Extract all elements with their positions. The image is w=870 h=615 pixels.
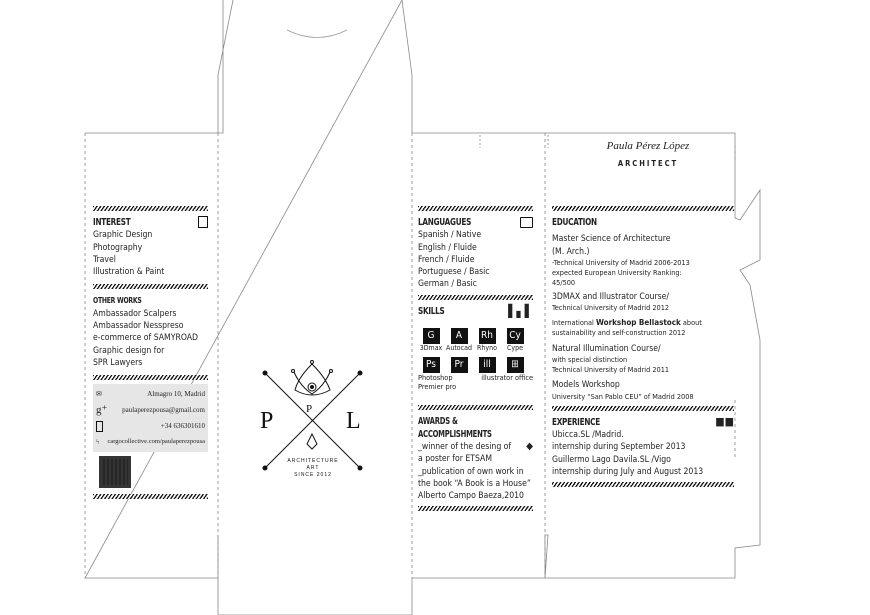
logo-letter-right: L xyxy=(346,408,361,434)
interest-item: Travel xyxy=(93,254,116,265)
job-title: ARCHITECT xyxy=(617,159,679,169)
skill-autocad xyxy=(446,328,472,352)
skills-panel xyxy=(418,202,533,515)
work-item: Ambassador Scalpers xyxy=(93,308,177,319)
award-line: _winner of the desing of xyxy=(418,441,512,452)
entry-line: sustainability and self-construction 2012 xyxy=(552,328,686,338)
interest-heading: INTEREST xyxy=(93,217,131,228)
skill-3dmax xyxy=(418,328,444,352)
bar-chart-icon: ▌▖▌ xyxy=(508,303,533,318)
google-plus-icon: g⁺ xyxy=(96,404,108,417)
divider xyxy=(418,506,533,511)
education-entry xyxy=(552,291,734,313)
interest-item: Illustration & Paint xyxy=(93,267,165,278)
experience-detail: internship during July and August 2013 xyxy=(552,466,704,477)
illustrator-icon: ill xyxy=(479,357,496,373)
entry-text: about xyxy=(680,318,702,328)
divider xyxy=(418,295,533,300)
award-line: the book “A Book is a House” xyxy=(418,478,531,489)
award-line: _publication of own work in xyxy=(418,466,524,477)
skill-label: Cype xyxy=(507,344,523,353)
work-item: SPR Lawyers xyxy=(93,357,143,368)
company: Ubicca.SL /Madrid. xyxy=(552,430,624,441)
entry-title: Natural Illumination Course/ xyxy=(552,344,661,355)
logo-line: SINCE 2012 xyxy=(294,472,332,478)
award-line: Alberto Campo Baeza,2010 xyxy=(418,491,524,502)
contact-box xyxy=(93,384,208,452)
divider xyxy=(552,206,734,211)
autocad-icon: A xyxy=(451,328,468,344)
tag-icon: ◆ xyxy=(526,440,533,452)
other-works-heading: OTHER WORKS xyxy=(93,296,142,306)
3dmax-icon: G xyxy=(423,328,440,344)
work-item: Graphic design for xyxy=(93,345,165,356)
skills-heading: SKILLS xyxy=(418,305,445,317)
interest-item: Photography xyxy=(93,242,143,253)
entry-text: International xyxy=(552,318,596,328)
divider xyxy=(93,206,208,211)
logo-letter-left: P xyxy=(260,408,274,434)
qr-code xyxy=(99,456,131,488)
divider xyxy=(552,406,734,411)
people-icon: ■■ xyxy=(715,414,734,428)
premiere-icon: Pr xyxy=(451,357,468,373)
education-entry xyxy=(552,318,734,338)
entry-title: Workshop Bellastock xyxy=(595,318,681,328)
work-item: Ambassador Nesspreso xyxy=(93,321,184,332)
rhino-icon: Rh xyxy=(479,328,496,344)
language-item: Portuguese / Basic xyxy=(418,267,490,278)
interest-item: Graphic Design xyxy=(93,230,153,241)
entry-line: 45/500 xyxy=(552,277,576,287)
phone: +34 636301610 xyxy=(160,422,205,431)
award-line: a poster for ETSAM xyxy=(418,454,492,465)
entry-line: Technical University of Madrid 2011 xyxy=(552,365,670,375)
pen-nib-icon xyxy=(307,434,317,449)
left-panel xyxy=(93,202,208,503)
divider xyxy=(93,375,208,380)
skills-row xyxy=(418,357,533,373)
education-heading: EDUCATION xyxy=(552,217,597,228)
address: Almagro 10, Madrid xyxy=(147,390,205,399)
lightning-icon: ϟ xyxy=(96,438,100,447)
email-link[interactable]: paulaperezpousa@gmail.com xyxy=(122,406,205,415)
work-item: e-commerce of SAMYROAD xyxy=(93,333,199,344)
skill-cype xyxy=(502,328,528,352)
entry-line: with special distinction xyxy=(552,355,628,365)
entry-line: University “San Pablo CEU” of Madrid 2008 xyxy=(552,391,694,401)
envelope-icon: ✉ xyxy=(96,390,102,399)
entry-line: expected European University Ranking: xyxy=(552,267,682,277)
office-icon: ⊞ xyxy=(507,357,524,373)
clipboard-icon xyxy=(198,216,208,228)
lotus-eye-icon xyxy=(292,361,333,396)
skill-rhyno xyxy=(474,328,500,352)
company: Guillermo Lago Davila.SL /Vigo xyxy=(552,454,671,465)
language-item: Spanish / Native xyxy=(418,230,482,241)
photoshop-icon: Ps xyxy=(423,357,440,373)
skill-label: illustrator office xyxy=(481,373,533,383)
divider xyxy=(418,206,533,211)
entry-title: Master Science of Architecture xyxy=(552,234,671,245)
name-header xyxy=(598,140,698,171)
experience-detail: internship during September 2013 xyxy=(552,442,686,453)
education-panel xyxy=(552,202,734,491)
education-entry xyxy=(552,343,734,375)
logo-line: ART xyxy=(306,465,320,471)
skills-row xyxy=(418,328,533,354)
divider xyxy=(418,405,533,410)
skill-label: Premier pro xyxy=(418,382,457,392)
education-entry xyxy=(552,379,734,401)
cype-icon: Cy xyxy=(507,328,524,344)
divider xyxy=(93,494,208,499)
entry-line: -Technical University of Madrid 2006-2013 xyxy=(552,257,690,267)
entry-title: 3DMAX and Illustrator Course/ xyxy=(552,291,670,302)
skill-label: 3Dmax xyxy=(419,344,443,353)
person-name: Paula Pérez López xyxy=(606,140,690,152)
language-item: English / Fluide xyxy=(418,242,477,253)
skill-label: Photoshop xyxy=(418,373,453,383)
logo-letter-center: P xyxy=(306,403,313,415)
entry-line: Technical University of Madrid 2012 xyxy=(552,303,670,313)
skill-label: Rhyno xyxy=(477,344,497,353)
language-item: French / Fluide xyxy=(418,254,475,265)
pl-logo xyxy=(250,350,380,510)
education-entry xyxy=(552,233,734,288)
language-item: German / Basic xyxy=(418,279,477,290)
website-link[interactable]: cargocollective.com/paulaperezpousa xyxy=(107,438,205,446)
entry-title: (M. Arch.) xyxy=(552,246,590,257)
experience-heading: EXPERIENCE xyxy=(552,416,600,428)
speech-bubble-icon xyxy=(520,217,533,228)
awards-heading: AWARDS & ACCOMPLISHMENTS xyxy=(418,416,492,440)
logo-line: ARCHITECTURE xyxy=(287,458,339,464)
divider xyxy=(552,482,734,487)
languages-heading: LANGUAGUES xyxy=(418,217,472,228)
phone-icon xyxy=(96,421,103,432)
entry-title: Models Workshop xyxy=(552,380,620,391)
divider xyxy=(93,284,208,289)
skill-label: Autocad xyxy=(446,344,472,353)
